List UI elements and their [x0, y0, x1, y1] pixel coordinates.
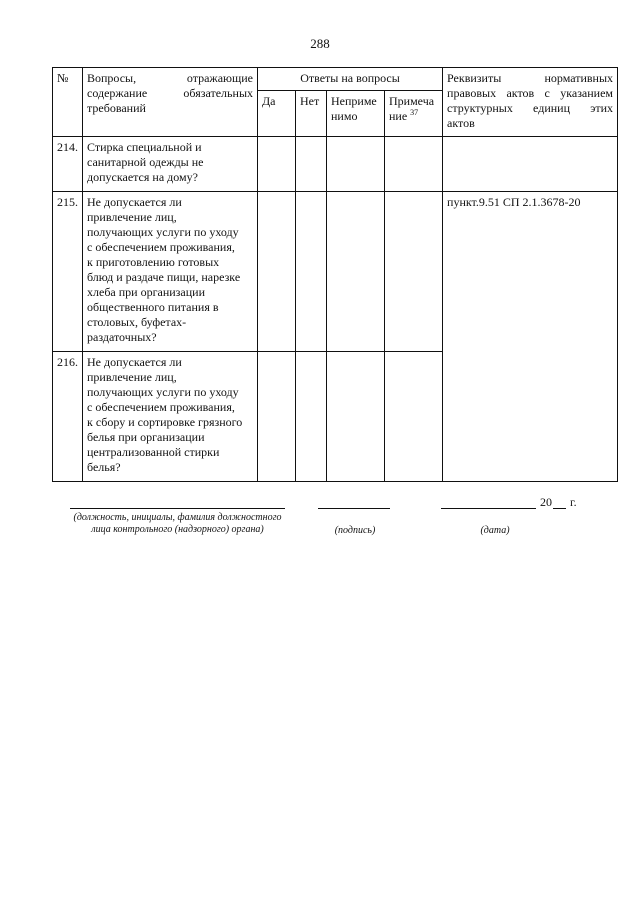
- header-requisites-line: Реквизиты нормативных: [447, 71, 614, 85]
- row-question-line: Не допускается ли: [87, 195, 182, 209]
- header-question-line: Вопросы, отражающие: [87, 71, 253, 85]
- answer-na-cell[interactable]: [327, 192, 385, 352]
- row-question-line: с обеспечением проживания,: [87, 240, 235, 254]
- header-row-top: [53, 68, 618, 91]
- row-question-line: хлеба при организации: [87, 285, 206, 299]
- answer-na-cell[interactable]: [327, 137, 385, 192]
- official-signature-line[interactable]: [70, 508, 285, 509]
- row-question-line: столовых, буфетах-: [87, 315, 187, 329]
- row-question-line: централизованной стирки: [87, 445, 220, 459]
- header-question-line: требований: [87, 101, 146, 115]
- year-prefix: 20: [540, 495, 552, 509]
- row-question: [83, 192, 258, 352]
- header-question: [83, 68, 258, 137]
- row-question-line: к сбору и сортировке грязного: [87, 415, 243, 429]
- row-question-line: санитарной одежды не: [87, 155, 204, 169]
- row-question-line: допускается на дому?: [87, 170, 198, 184]
- answer-yes-cell[interactable]: [258, 192, 296, 352]
- signature-label: (подпись): [334, 525, 376, 536]
- answer-note-cell[interactable]: [385, 137, 443, 192]
- year-suffix: г.: [570, 495, 577, 509]
- answer-no-cell[interactable]: [296, 192, 327, 352]
- date-line[interactable]: [441, 508, 536, 509]
- row-question-line: с обеспечением проживания,: [87, 400, 235, 414]
- row-question-line: привлечение лиц,: [87, 210, 177, 224]
- header-requisites-line: структурных единиц этих: [447, 101, 614, 115]
- official-label-line: лица контрольного (надзорного) органа): [91, 524, 264, 535]
- year-line[interactable]: [553, 508, 566, 509]
- header-requisites-line: актов: [447, 116, 475, 130]
- row-question: [83, 137, 258, 192]
- row-requisite: пункт.9.51 СП 2.1.3678-20: [443, 192, 618, 482]
- row-question-line: получающих услуги по уходу: [87, 225, 239, 239]
- row-question-line: Не допускается ли: [87, 355, 182, 369]
- table-row: [53, 192, 618, 352]
- answer-note-cell[interactable]: [385, 352, 443, 482]
- row-question-line: белья при организации: [87, 430, 205, 444]
- row-question-line: общественного питания в: [87, 300, 219, 314]
- row-number: 215.: [53, 192, 83, 352]
- header-na-line: Неприме: [331, 94, 377, 108]
- answer-yes-cell[interactable]: [258, 137, 296, 192]
- header-requisites: [443, 68, 618, 137]
- header-question-line: содержание обязательных: [87, 86, 253, 100]
- header-yes: Да: [258, 91, 296, 137]
- row-question-line: привлечение лиц,: [87, 370, 177, 384]
- answer-na-cell[interactable]: [327, 352, 385, 482]
- signature-line[interactable]: [318, 508, 390, 509]
- official-label-line: (должность, инициалы, фамилия должностного: [73, 512, 282, 523]
- row-question-line: раздаточных?: [87, 330, 157, 344]
- header-note-line: Примеча: [389, 94, 435, 108]
- row-number: 216.: [53, 352, 83, 482]
- row-question-line: к приготовлению готовых: [87, 255, 220, 269]
- header-answers: Ответы на вопросы: [258, 68, 443, 91]
- answer-no-cell[interactable]: [296, 352, 327, 482]
- header-number: №: [53, 68, 83, 137]
- table-row: [53, 137, 618, 192]
- row-question-line: белья?: [87, 460, 121, 474]
- answer-note-cell[interactable]: [385, 192, 443, 352]
- official-label: [55, 512, 300, 536]
- row-number: 214.: [53, 137, 83, 192]
- row-question-line: получающих услуги по уходу: [87, 385, 239, 399]
- row-question-line: блюд и раздаче пищи, нарезке: [87, 270, 241, 284]
- page-number: 288: [310, 36, 330, 51]
- answer-yes-cell[interactable]: [258, 352, 296, 482]
- header-not-applicable: [327, 91, 385, 137]
- row-requisite: [443, 137, 618, 192]
- header-na-line: нимо: [331, 109, 358, 123]
- answer-no-cell[interactable]: [296, 137, 327, 192]
- checklist-table: [52, 67, 618, 482]
- date-label: (дата): [480, 525, 510, 536]
- header-note: [385, 91, 443, 137]
- row-question: [83, 352, 258, 482]
- header-no: Нет: [296, 91, 327, 137]
- row-question-line: Стирка специальной и: [87, 140, 202, 154]
- footnote-ref: 37: [410, 108, 419, 117]
- header-requisites-line: правовых актов с указанием: [447, 86, 614, 100]
- header-note-line: ние $^{37}$: [389, 108, 419, 123]
